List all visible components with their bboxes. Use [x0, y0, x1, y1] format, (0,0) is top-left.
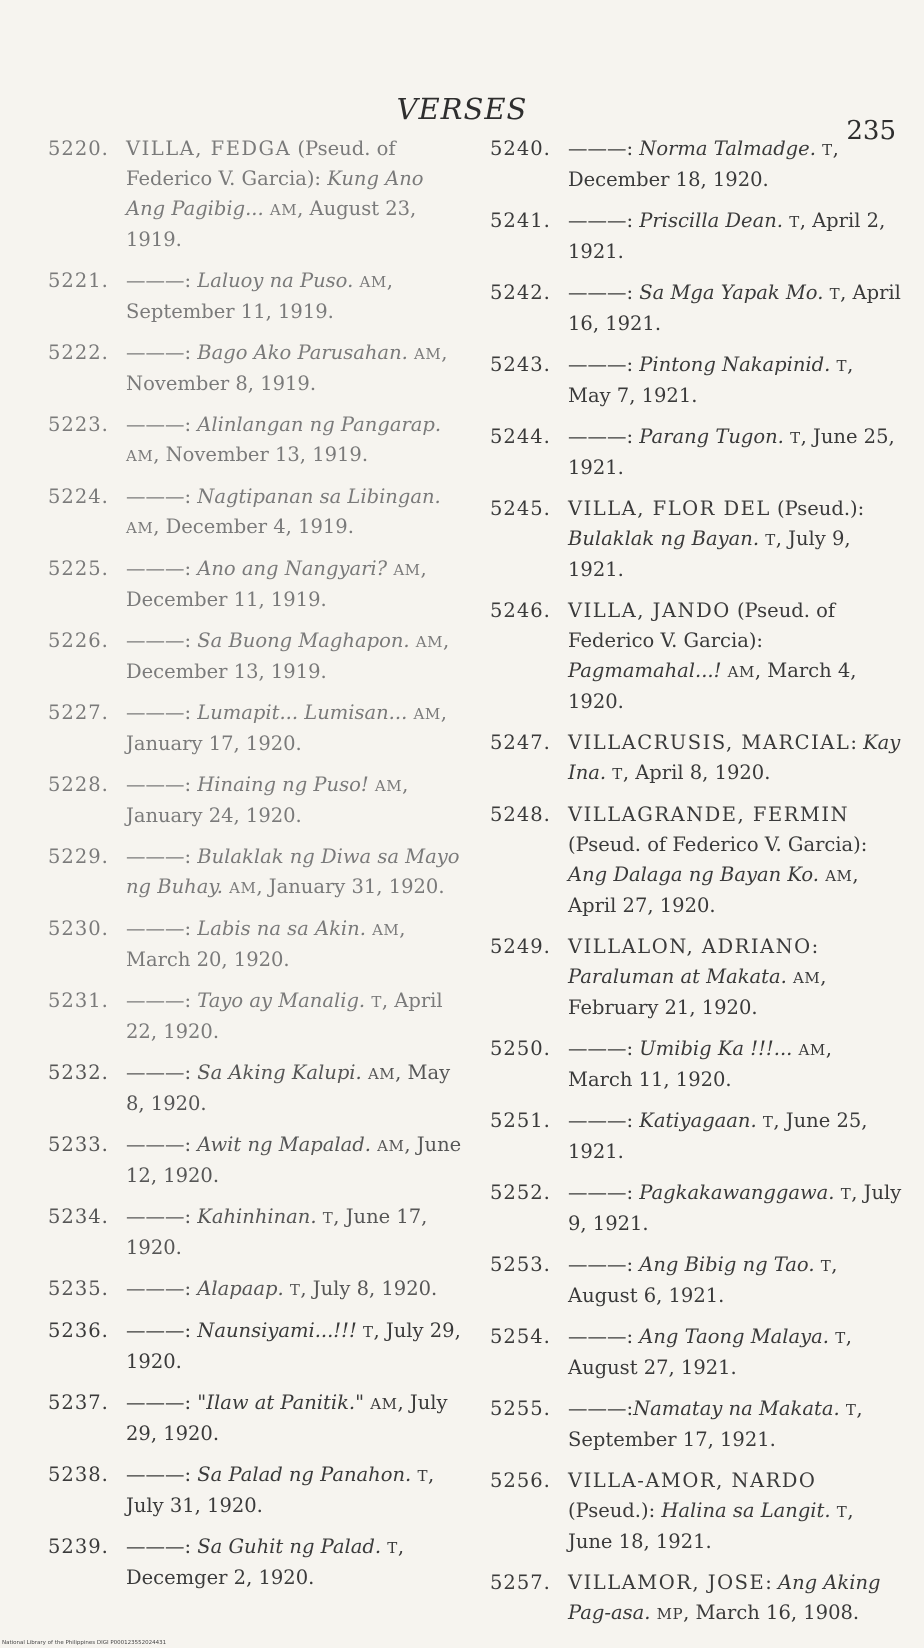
entry-title: Naunsiyami...!!!	[197, 1319, 357, 1342]
running-title: VERSES	[396, 92, 528, 126]
entry	[490, 728, 902, 789]
entry-author: ———	[126, 989, 185, 1012]
entry-publication: AM	[372, 921, 400, 939]
entry-title: "Ilaw at Panitik."	[197, 1391, 365, 1414]
entry-date: , June 12, 1920.	[126, 1133, 462, 1187]
entry-title: Kung Ano Ang Pagibig...	[126, 167, 424, 220]
entry-note: :	[184, 1391, 198, 1414]
entry-note: (Pseud.):	[568, 1499, 662, 1522]
entry-note: :	[626, 1037, 640, 1060]
entry-note: :	[850, 731, 864, 754]
entry-author: VILLA, FLOR DEL	[568, 497, 771, 520]
entry-date: , April 2, 1921.	[568, 209, 886, 263]
entry-author: ———	[568, 1037, 627, 1060]
entry-note: :	[184, 413, 198, 436]
entry-title: Bulaklak ng Bayan.	[568, 527, 760, 550]
entry-number: 5250.	[490, 1037, 551, 1060]
entry-author: ———	[568, 1109, 627, 1132]
entry-author: ———	[126, 773, 185, 796]
entry-author: ———	[126, 1205, 185, 1228]
entry	[490, 422, 902, 483]
entry-number: 5255.	[490, 1397, 551, 1420]
entry	[490, 1106, 902, 1167]
entry-author: VILLAMOR, JOSE	[568, 1571, 766, 1594]
entry-note: (Pseud.):	[770, 497, 865, 520]
entry-publication: T	[829, 285, 841, 303]
entry-note: :	[184, 917, 198, 940]
entry-number: 5224.	[48, 485, 109, 508]
entry-number: 5245.	[490, 497, 551, 520]
entry-note: :	[184, 701, 198, 724]
entry-author: VILLALON, ADRIANO	[568, 935, 812, 958]
entry-date: , July 9, 1921.	[568, 527, 851, 581]
entry-title: Parang Tugon.	[639, 425, 784, 448]
entry-title: Pagkakawanggawa.	[639, 1181, 835, 1204]
entry-number: 5244.	[490, 425, 551, 448]
entry-number: 5239.	[48, 1535, 109, 1558]
entry-author: ———	[126, 917, 185, 940]
entry-author: ———	[126, 1535, 185, 1558]
entry-publication: AM	[393, 561, 421, 579]
entry	[490, 1322, 902, 1383]
entry-date: , March 4, 1920.	[568, 659, 857, 713]
entry-author: ———	[568, 281, 627, 304]
entry-note: :	[765, 1571, 778, 1594]
entry-date: , November 8, 1919.	[126, 341, 448, 395]
entry-number: 5234.	[48, 1205, 109, 1228]
entry-note: :	[184, 341, 198, 364]
entry-author: ———	[126, 629, 185, 652]
entry	[48, 842, 468, 903]
entry-title: Bulaklak ng Diwa sa Mayo ng Buhay.	[126, 845, 460, 898]
entry-title: Awit ng Mapalad.	[197, 1133, 371, 1156]
entry-date: , July 9, 1921.	[568, 1181, 902, 1235]
entry-publication: AM	[367, 1065, 396, 1083]
entry-date: , March 11, 1920.	[568, 1037, 832, 1091]
entry-date: , March 16, 1908.	[683, 1601, 860, 1624]
entry-number: 5223.	[48, 413, 109, 436]
entry-date: , June 25, 1921.	[568, 1109, 868, 1163]
entry-note: :	[184, 1061, 198, 1084]
entry	[48, 698, 468, 759]
entry-title: Lumapit... Lumisan...	[197, 701, 408, 724]
entry-note: :	[626, 137, 640, 160]
page-number: 235	[846, 116, 896, 146]
entry-publication: T	[840, 1185, 852, 1203]
entry-author: ———	[568, 425, 627, 448]
entry-number: 5225.	[48, 557, 109, 580]
entry-note: (Pseud. of Federico V. Garcia):	[568, 599, 836, 652]
entry-note: :	[626, 425, 640, 448]
entry	[48, 1460, 468, 1521]
entry-title: Halina sa Langit.	[661, 1499, 831, 1522]
entry-title: Ano ang Nangyari?	[197, 557, 388, 580]
entry-title: Sa Guhit ng Palad.	[197, 1535, 382, 1558]
entry-note: :	[184, 1535, 198, 1558]
entry-author: ———	[126, 1133, 185, 1156]
entry	[490, 1250, 902, 1311]
entry-author: ———	[568, 209, 627, 232]
entry-title: Tayo ay Manalig.	[197, 989, 366, 1012]
entry-number: 5227.	[48, 701, 109, 724]
entry-author: ———	[126, 1319, 185, 1342]
entry-title: Alapaap.	[197, 1277, 284, 1300]
footer-credit: National Library of the Philippines DIGI P000123552024431	[2, 1640, 167, 1646]
entry-publication: AM	[126, 519, 154, 537]
entry-title: Nagtipanan sa Libingan.	[197, 485, 441, 508]
entry-publication: AM	[377, 1137, 405, 1155]
entry-date: , December 18, 1920.	[568, 137, 839, 191]
entry-publication: AM	[269, 201, 298, 219]
entry	[48, 626, 468, 687]
entry-title: Namatay na Makata.	[633, 1397, 840, 1420]
entry-author: ———	[126, 557, 185, 580]
entry-publication: T	[822, 141, 833, 159]
entry-publication: T	[820, 1257, 832, 1275]
entry-date: , January 17, 1920.	[126, 701, 447, 755]
entry-author: ———	[126, 269, 185, 292]
entry-date: , August 6, 1921.	[568, 1253, 838, 1307]
entry-date: , Decemger 2, 1920.	[126, 1535, 405, 1589]
entry-title: Kay Ina.	[568, 731, 901, 784]
entry	[490, 1034, 902, 1095]
entry-note: :	[184, 1463, 198, 1486]
entry-number: 5249.	[490, 935, 551, 958]
entry-publication: AM	[126, 447, 154, 465]
entry	[490, 494, 902, 585]
entry-title: Ang Dalaga ng Bayan Ko.	[568, 863, 819, 886]
entry-author: ———	[126, 1061, 185, 1084]
entry-date: , June 17, 1920.	[126, 1205, 428, 1259]
entry-date: , June 18, 1921.	[568, 1499, 854, 1553]
entry	[490, 350, 902, 411]
entry-title: Katiyagaan.	[639, 1109, 757, 1132]
entry-date: , January 31, 1920.	[256, 875, 445, 898]
entry-publication: T	[762, 1113, 774, 1131]
entry-number: 5246.	[490, 599, 551, 622]
entry-author: ———	[126, 1277, 185, 1300]
entry-author: ———	[126, 1463, 185, 1486]
entry-publication: T	[836, 357, 848, 375]
entry	[48, 554, 468, 615]
entry-publication: AM	[359, 273, 387, 291]
entry-author: ———	[568, 137, 627, 160]
entry-publication: AM	[370, 1395, 398, 1413]
entry-author: VILLA-AMOR, NARDO	[568, 1469, 817, 1492]
entry-title: Sa Aking Kalupi.	[197, 1061, 362, 1084]
entry-number: 5243.	[490, 353, 551, 376]
entry-date: , May 7, 1921.	[568, 353, 854, 407]
entry-author: ———	[568, 1397, 627, 1420]
entry-number: 5253.	[490, 1253, 551, 1276]
entry-number: 5248.	[490, 803, 551, 826]
entry-publication: AM	[229, 879, 257, 897]
entry-author: ———	[126, 1391, 185, 1414]
entry-note: :	[184, 557, 198, 580]
entry-author: ———	[568, 1253, 627, 1276]
entry-number: 5242.	[490, 281, 551, 304]
entry-number: 5226.	[48, 629, 109, 652]
entry	[490, 1178, 902, 1239]
entry-number: 5221.	[48, 269, 109, 292]
entry-note: :	[184, 845, 198, 868]
entry-number: 5238.	[48, 1463, 109, 1486]
entry-title: Hinaing ng Puso!	[197, 773, 369, 796]
entry-date: , December 11, 1919.	[126, 557, 427, 611]
entry-note: :	[626, 1181, 640, 1204]
entry-publication: AM	[825, 867, 853, 885]
entry-number: 5228.	[48, 773, 109, 796]
entry-title: Bago Ako Parusahan.	[197, 341, 408, 364]
entry-date: , September 11, 1919.	[126, 269, 393, 323]
entry-author: ———	[568, 353, 627, 376]
entry-publication: MP	[656, 1605, 684, 1623]
entry	[490, 278, 902, 339]
entry-note: :	[184, 1319, 198, 1342]
entry-date: , April 27, 1920.	[568, 863, 859, 917]
entry-author: ———	[126, 413, 185, 436]
entry-note: (Pseud. of Federico V. Garcia):	[126, 137, 396, 190]
entry	[48, 1202, 468, 1263]
entry-number: 5233.	[48, 1133, 109, 1156]
entry-note: :	[626, 1109, 640, 1132]
entry-note: :	[626, 353, 640, 376]
entry-note: :	[184, 1205, 198, 1228]
entry	[48, 1130, 468, 1191]
entry-publication: T	[417, 1467, 428, 1485]
entry-number: 5240.	[490, 137, 551, 160]
entry-publication: AM	[414, 345, 442, 363]
entry-number: 5251.	[490, 1109, 551, 1132]
entry-date: , July 31, 1920.	[126, 1463, 435, 1517]
entry-note: :	[626, 1253, 640, 1276]
entry-publication: T	[789, 213, 800, 231]
entry-date: , December 13, 1919.	[126, 629, 450, 683]
entry-author: ———	[126, 845, 185, 868]
entry-note: :	[184, 1133, 198, 1156]
entry-publication: AM	[374, 777, 403, 795]
entry-date: , July 29, 1920.	[126, 1319, 461, 1373]
entry-title: Ang Taong Malaya.	[639, 1325, 829, 1348]
entry	[48, 770, 468, 831]
entry-title: Ang Aking Pag-asa.	[568, 1571, 881, 1624]
entry-note: :	[184, 1277, 198, 1300]
entry	[490, 800, 902, 921]
entry-title: Pagmamahal...!	[568, 659, 722, 682]
entry-number: 5232.	[48, 1061, 109, 1084]
entry-note: (Pseud. of Federico V. Garcia):	[568, 833, 868, 856]
entry-publication: AM	[415, 633, 443, 651]
entry-author: ———	[126, 701, 185, 724]
entry-title: Laluoy na Puso.	[197, 269, 354, 292]
entry-note: :	[626, 1397, 634, 1420]
entry-date: , December 4, 1919.	[153, 515, 354, 538]
entry	[48, 1058, 468, 1119]
entry-number: 5247.	[490, 731, 551, 754]
entry	[490, 932, 902, 1023]
right-column	[490, 134, 902, 1640]
entry	[490, 206, 902, 267]
entry	[490, 1568, 902, 1629]
entry-number: 5236.	[48, 1319, 109, 1342]
entry	[48, 1316, 468, 1377]
entry-publication: T	[790, 429, 801, 447]
entry-date: , May 8, 1920.	[126, 1061, 451, 1115]
entry-date: , August 23, 1919.	[126, 197, 417, 251]
entry-date: , July 8, 1920.	[300, 1277, 438, 1300]
entry-number: 5229.	[48, 845, 109, 868]
entry-date: , September 17, 1921.	[568, 1397, 863, 1451]
entry-number: 5235.	[48, 1277, 109, 1300]
entry-publication: T	[363, 1323, 374, 1341]
entry-number: 5252.	[490, 1181, 551, 1204]
entry-title: Umibig Ka !!!...	[639, 1037, 793, 1060]
entry	[490, 1394, 902, 1455]
entry-title: Labis na sa Akin.	[197, 917, 366, 940]
entry	[490, 134, 902, 195]
entry-publication: T	[371, 993, 382, 1011]
entry-title: Alinlangan ng Pangarap.	[197, 413, 442, 436]
entry-title: Paraluman at Makata.	[568, 965, 787, 988]
entry-number: 5237.	[48, 1391, 109, 1414]
entry-date: , April 16, 1921.	[568, 281, 901, 335]
entry-title: Sa Palad ng Panahon.	[197, 1463, 412, 1486]
entry-publication: T	[289, 1281, 301, 1299]
entry-date: , June 25, 1921.	[568, 425, 895, 479]
entry-date: , July 29, 1920.	[126, 1391, 448, 1445]
entry-publication: T	[765, 531, 776, 549]
entry	[48, 134, 468, 255]
entry-publication: AM	[793, 969, 821, 987]
entry	[48, 914, 468, 975]
entry	[48, 266, 468, 327]
entry	[48, 1388, 468, 1449]
entry-note: :	[184, 485, 198, 508]
entry-publication: AM	[413, 705, 441, 723]
entry-publication: T	[835, 1329, 846, 1347]
entry-note: :	[626, 1325, 640, 1348]
entry-title: Kahinhinan.	[197, 1205, 317, 1228]
entry-number: 5256.	[490, 1469, 551, 1492]
entry-publication: AM	[798, 1041, 826, 1059]
entry-publication: T	[845, 1401, 857, 1419]
entry-date: , February 21, 1920.	[568, 965, 827, 1019]
entry	[490, 596, 902, 717]
entry-date: , January 24, 1920.	[126, 773, 409, 827]
entry-date: , April 22, 1920.	[126, 989, 443, 1043]
entry	[48, 986, 468, 1047]
entry-publication: T	[387, 1539, 398, 1557]
entry-author: VILLACRUSIS, MARCIAL	[568, 731, 851, 754]
entry-note: :	[184, 989, 198, 1012]
entry-date: , March 20, 1920.	[126, 917, 406, 971]
entry-title: Sa Buong Maghapon.	[197, 629, 410, 652]
entry-publication: T	[836, 1503, 848, 1521]
entry	[490, 1466, 902, 1557]
entry-date: , August 27, 1921.	[568, 1325, 852, 1379]
entry-note: :	[626, 281, 640, 304]
entry-note: :	[184, 629, 198, 652]
entry-publication: T	[612, 765, 623, 783]
entry-date: , November 13, 1919.	[153, 443, 369, 466]
entry-author: ———	[126, 341, 185, 364]
entry-author: VILLA, JANDO	[568, 599, 731, 622]
entry	[48, 338, 468, 399]
entry	[48, 482, 468, 543]
entry-title: Norma Talmadge.	[639, 137, 816, 160]
entry-title: Pintong Nakapinid.	[639, 353, 831, 376]
entry-publication: T	[322, 1209, 334, 1227]
entry	[48, 1274, 468, 1305]
entry-date: , April 8, 1920.	[622, 761, 771, 784]
entry-author: ———	[568, 1181, 627, 1204]
entry-number: 5257.	[490, 1571, 551, 1594]
entry-number: 5231.	[48, 989, 109, 1012]
entry-number: 5241.	[490, 209, 551, 232]
entry-note: :	[626, 209, 640, 232]
entry-author: ———	[568, 1325, 627, 1348]
entry-title: Sa Mga Yapak Mo.	[639, 281, 824, 304]
entry	[48, 1532, 468, 1593]
entry-author: VILLAGRANDE, FERMIN	[568, 803, 850, 826]
entry-number: 5222.	[48, 341, 109, 364]
entry-title: Priscilla Dean.	[639, 209, 783, 232]
entry-number: 5230.	[48, 917, 109, 940]
entry-author: ———	[126, 485, 185, 508]
entry-number: 5254.	[490, 1325, 551, 1348]
entry-publication: AM	[727, 663, 755, 681]
left-column	[48, 134, 468, 1604]
entry-title: Ang Bibig ng Tao.	[639, 1253, 815, 1276]
entry-note: :	[184, 773, 198, 796]
entry-author: VILLA, FEDGA	[126, 137, 292, 160]
entry-number: 5220.	[48, 137, 109, 160]
entry-note: :	[811, 935, 819, 958]
entry-note: :	[184, 269, 198, 292]
entry	[48, 410, 468, 471]
